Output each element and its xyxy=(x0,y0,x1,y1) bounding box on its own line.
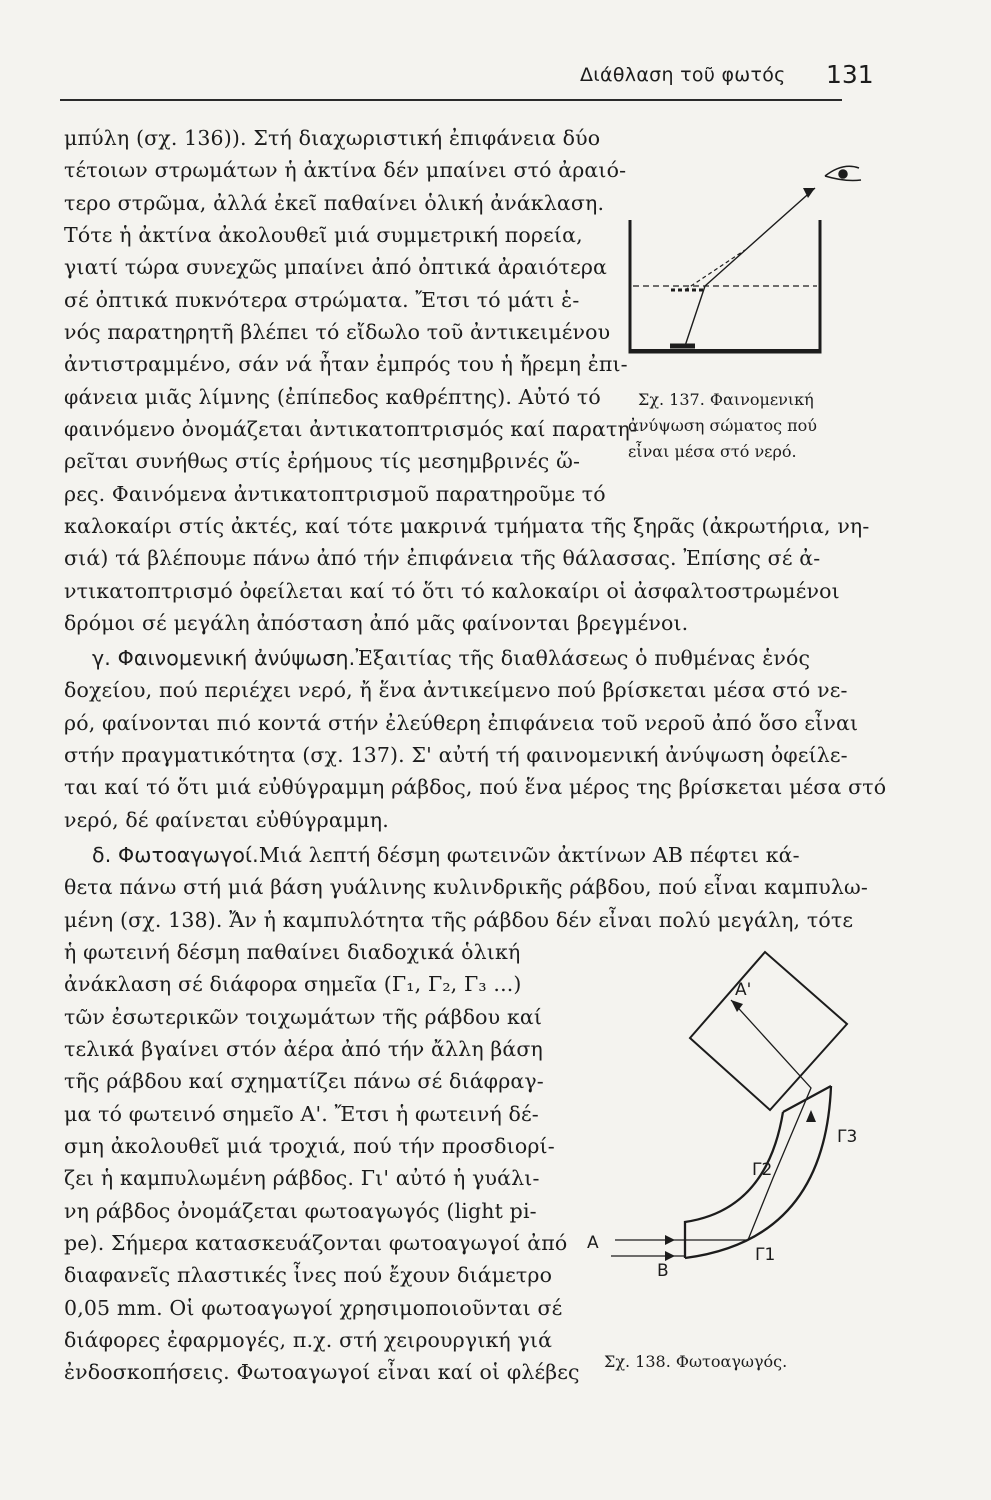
text-line: στήν πραγματικότητα (σχ. 137). Σ' αὐτή τή φαινομενική ἀνύψωση ὀφείλε- xyxy=(64,743,848,767)
text-line: σμη ἀκολουθεῖ μιά τροχιά, πού τήν προσδιορί- xyxy=(64,1134,555,1158)
text-line: ἐνδοσκοπήσεις. Φωτοαγωγοί εἶναι καί οἱ φλέβες xyxy=(64,1360,580,1384)
text-line: ζει ἡ καμπυλωμένη ράβδος. Γι' αὐτό ἡ γυάλι- xyxy=(64,1166,540,1190)
text-line: pe). Σήμερα κατασκευάζονται φωτοαγωγοί ἀπό xyxy=(64,1231,568,1255)
figure-137-apparent-elevation xyxy=(615,140,875,380)
text-line: ρεῖται συνήθως στίς ἐρήμους τίς μεσημβρινές ὥ- xyxy=(64,449,581,473)
text-line: ἀνάκλαση σέ διάφορα σημεῖα (Γ₁, Γ₂, Γ₃ ...) xyxy=(64,972,522,996)
text-line: τέτοιων στρωμάτων ἡ ἀκτίνα δέν μπαίνει στό ἀραιό- xyxy=(64,158,627,182)
text-line: ρες. Φαινόμενα ἀντικατοπτρισμοῦ παρατηροῦμε τό xyxy=(64,482,606,506)
text-line: φαινόμενο ὀνομάζεται ἀντικατοπτρισμός καί παρατη- xyxy=(64,417,637,441)
text-line: νη ράβδος ὀνομάζεται φωτοαγωγός (light pi- xyxy=(64,1199,537,1223)
section-g-heading: γ. Φαινομενική ἀνύψωση. xyxy=(92,646,356,670)
text-line: Τότε ἡ ἀκτίνα ἀκολουθεῖ μιά συμμετρική πορεία, xyxy=(64,223,583,247)
text-line: ἀντιστραμμένο, σάν νά ἦταν ἐμπρός του ἡ ἤρεμη ἐπι- xyxy=(64,352,628,376)
text-line: θετα πάνω στή μιά βάση γυάλινης κυλινδρικῆς ράβδου, πού εἶναι καμπυλω- xyxy=(64,875,868,899)
text-line: σιά) τά βλέπουμε πάνω ἀπό τήν ἐπιφάνεια τῆς θάλασσας. Ἐπίσης σέ ἀ- xyxy=(64,546,821,570)
label-g3: Γ3 xyxy=(837,1127,858,1147)
figure-137-caption-line: ἀνύψωση σώματος πού xyxy=(628,416,818,435)
label-g1: Γ1 xyxy=(755,1245,776,1265)
text-line: σέ ὀπτικά πυκνότερα στρώματα. Ἔτσι τό μάτι ἑ- xyxy=(64,288,580,312)
text-line: μπύλη (σχ. 136)). Στή διαχωριστική ἐπιφάνεια δύο xyxy=(64,126,601,150)
text-line: γιατί τώρα συνεχῶς μπαίνει ἀπό ὀπτικά ἀραιότερα xyxy=(64,255,608,279)
figure-137-caption-line: εἶναι μέσα στό νερό. xyxy=(628,442,797,461)
label-g2: Γ2 xyxy=(752,1160,773,1180)
text-line: ρό, φαίνονται πιό κοντά στήν ἐλεύθερη ἐπιφάνεια τοῦ νεροῦ ἀπό ὅσο εἶναι xyxy=(64,711,859,735)
text-line: δοχείου, πού περιέχει νερό, ἤ ἕνα ἀντικείμενο πού βρίσκεται μέσα στό νε- xyxy=(64,678,848,702)
text-line: νερό, δέ φαίνεται εὐθύγραμμη. xyxy=(64,808,389,832)
text-line: μα τό φωτεινό σημεῖο Α'. Ἔτσι ἡ φωτεινή δέ- xyxy=(64,1102,539,1126)
text-line: ται καί τό ὅτι μιά εὐθύγραμμη ράβδος, πού ἕνα μέρος της βρίσκεται μέσα στό xyxy=(64,775,887,799)
running-header-title: Διάθλαση τοῦ φωτός xyxy=(580,64,786,86)
text-line: διαφανεῖς πλαστικές ἶνες πού ἔχουν διάμετρο xyxy=(64,1263,553,1287)
section-g-first-line: γ. Φαινομενική ἀνύψωση.Ἐξαιτίας τῆς διαθλάσεως ὁ πυθμένας ἑνός xyxy=(92,646,811,670)
eye-icon xyxy=(825,166,861,180)
text-line: τελικά βγαίνει στόν ἀέρα ἀπό τήν ἄλλη βάση xyxy=(64,1037,543,1061)
figure-137-caption-line: Σχ. 137. Φαινομενική xyxy=(638,390,814,409)
text-line: δρόμοι σέ μεγάλη ἀπόσταση ἀπό μᾶς φαίνονται βρεγμένοι. xyxy=(64,611,689,635)
text-line: μένη (σχ. 138). Ἄν ἡ καμπυλότητα τῆς ράβδου δέν εἶναι πολύ μεγάλη, τότε xyxy=(64,908,854,932)
section-d-heading: δ. Φωτοαγωγοί. xyxy=(92,843,259,867)
text-line: 0,05 mm. Οἱ φωτοαγωγοί χρησιμοποιοῦνται σέ xyxy=(64,1296,563,1320)
apparent-ray xyxy=(685,250,745,290)
text-line: τερο στρῶμα, ἀλλά ἐκεῖ παθαίνει ὁλική ἀνάκλαση. xyxy=(64,191,605,215)
page-number: 131 xyxy=(826,60,874,89)
text-line: ἡ φωτεινή δέσμη παθαίνει διαδοχικά ὁλική xyxy=(64,940,521,964)
figure-138-light-pipe xyxy=(575,940,858,1320)
text-line: τῆς ράβδου καί σχηματίζει πάνω σέ διάφραγ- xyxy=(64,1069,544,1093)
figure-138-caption: Σχ. 138. Φωτοαγωγός. xyxy=(604,1352,788,1371)
text-line: φάνεια μιᾶς λίμνης (ἐπίπεδος καθρέπτης). Αὐτό τό xyxy=(64,385,601,409)
text-line: διάφορες ἐφαρμογές, π.χ. στή χειρουργική γιά xyxy=(64,1328,553,1352)
label-a-prime: Α' xyxy=(735,980,752,1000)
label-a: Α xyxy=(587,1233,599,1253)
refracted-ray xyxy=(685,188,815,346)
diaphragm-screen xyxy=(690,952,847,1110)
section-d-first-line: δ. Φωτοαγωγοί.Μιά λεπτή δέσμη φωτεινῶν ἀκτίνων ΑΒ πέφτει κά- xyxy=(92,843,800,867)
text-line: νός παρατηρητῆ βλέπει τό εἴδωλο τοῦ ἀντικειμένου xyxy=(64,320,611,344)
header-rule xyxy=(60,99,842,101)
text-line: καλοκαίρι στίς ἀκτές, καί τότε μακρινά τμήματα τῆς ξηρᾶς (ἀκρωτήρια, νη- xyxy=(64,514,870,538)
text-line: τῶν ἐσωτερικῶν τοιχωμάτων τῆς ράβδου καί xyxy=(64,1005,543,1029)
text-line: ντικατοπτρισμό ὀφείλεται καί τό ὅτι τό καλοκαίρι οἱ ἀσφαλτοστρωμένοι xyxy=(64,579,840,603)
label-b: Β xyxy=(657,1261,669,1281)
